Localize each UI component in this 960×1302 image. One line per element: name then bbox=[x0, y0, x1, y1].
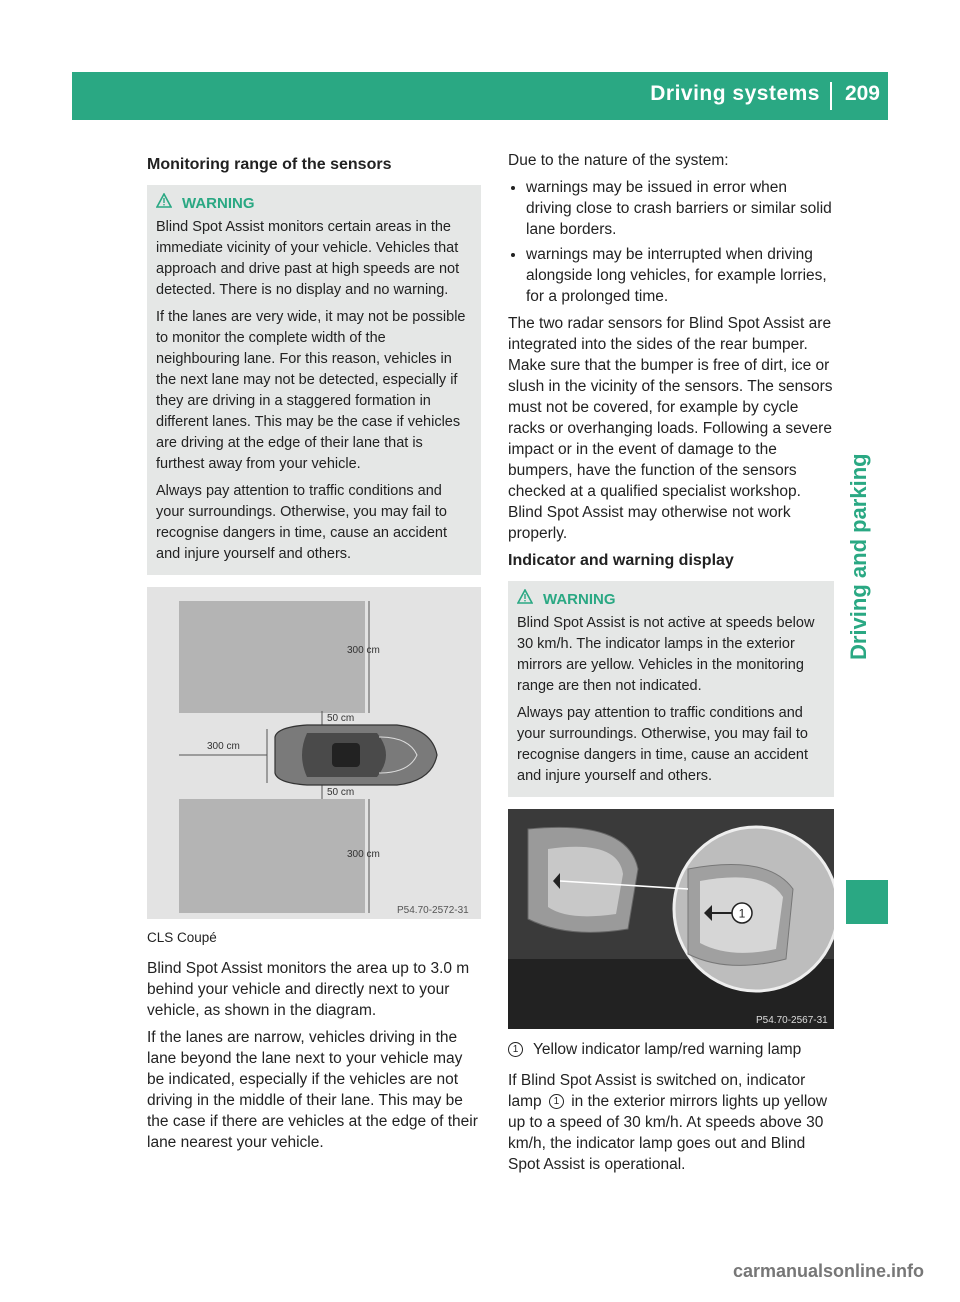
callout-number: 1 bbox=[738, 906, 746, 921]
figure-caption: CLS Coupé bbox=[147, 930, 217, 945]
warning-header bbox=[517, 589, 825, 610]
section-title: Driving systems bbox=[650, 82, 820, 105]
label-50-bottom: 50 cm bbox=[327, 787, 355, 798]
watermark: carmanualsonline.info bbox=[732, 1261, 924, 1281]
body-paragraph bbox=[508, 1070, 834, 1175]
body-paragraph: Due to the nature of the system: bbox=[508, 152, 729, 169]
chapter-tab-block bbox=[846, 880, 888, 924]
figure-reference: P54.70-2567-31 bbox=[756, 1015, 828, 1026]
paragraph-text: If Blind Spot Assist is switched on, indicator lamp bbox=[508, 1072, 806, 1110]
heading-indicator-display: Indicator and warning display bbox=[508, 552, 734, 569]
header-divider bbox=[830, 82, 832, 110]
warning-title: WARNING bbox=[182, 195, 255, 212]
label-300-bottom: 300 cm bbox=[347, 849, 380, 860]
warning-text: Always pay attention to traffic conditions and your surroundings. Otherwise, you may fail to recognise dangers in time, cause an accident and injure yourself and others. bbox=[156, 483, 447, 562]
page-number: 209 bbox=[844, 82, 880, 105]
body-paragraph: The two radar sensors for Blind Spot Assist are integrated into the sides of the rear bumper. Make sure that the bumper is free of dirt, ice or slush in the vicinity of the sensors. The sensors must not be covered, for example by cycle racks or overhanging loads. Following a severe impact or in the event of damage to the bumpers, have the function of the sensors checked at a qualified specialist workshop. Blind Spot Assist may otherwise not work properly. bbox=[508, 315, 833, 542]
figure-reference: P54.70-2572-31 bbox=[397, 905, 469, 916]
label-300-left: 300 cm bbox=[207, 741, 240, 752]
warning-text: Always pay attention to traffic conditions and your surroundings. Otherwise, you may fail to recognise dangers in time, cause an accident and injure yourself and others. bbox=[517, 705, 808, 784]
callout-number-icon: 1 bbox=[549, 1094, 564, 1109]
warning-title: WARNING bbox=[543, 591, 616, 608]
list-item: • warnings may be issued in error when driving close to crash barriers or similar solid lane borders. bbox=[526, 177, 834, 240]
range-zone-bottom bbox=[179, 799, 365, 913]
list-item: • warnings may be interrupted when driving alongside long vehicles, for example lorries, for a prolonged time. bbox=[526, 244, 834, 307]
body-paragraph: Blind Spot Assist monitors the area up to 3.0 m behind your vehicle and directly next to your vehicle, as shown in the diagram. bbox=[147, 960, 470, 1019]
paragraph-text: in the exterior mirrors lights up yellow up to a speed of 30 km/h. At speeds above 30 km/h, the indicator lamp goes out and Blind Spot Assist is operational. bbox=[508, 1093, 828, 1173]
bullet-list bbox=[508, 177, 834, 307]
heading-monitoring-range: Monitoring range of the sensors bbox=[147, 156, 392, 173]
warning-header bbox=[156, 193, 472, 214]
label-50-top: 50 cm bbox=[327, 713, 355, 724]
body-paragraph: If the lanes are narrow, vehicles driving in the lane beyond the lane next to your vehicle may be indicated, especially if the vehicles are not driving in the middle of their lane. This may be the case if there are vehicles at the edge of their lane nearest your vehicle. bbox=[147, 1029, 478, 1151]
car-top-view bbox=[275, 725, 437, 785]
range-zone-top bbox=[179, 601, 365, 713]
label-300-top: 300 cm bbox=[347, 645, 380, 656]
header-bar bbox=[72, 72, 888, 120]
legend-item bbox=[508, 1039, 834, 1060]
callout-number-icon: 1 bbox=[508, 1042, 523, 1057]
warning-box-sensors bbox=[147, 185, 481, 575]
warning-triangle-icon bbox=[517, 589, 543, 610]
right-column bbox=[508, 150, 834, 1181]
warning-triangle-icon bbox=[156, 193, 182, 214]
left-column bbox=[147, 150, 481, 1159]
chapter-tab-label: Driving and parking bbox=[846, 453, 871, 660]
sensor-range-diagram bbox=[147, 587, 481, 919]
warning-text: If the lanes are very wide, it may not be possible to monitor the complete width of the neighbouring lane. For this reason, vehicles in the next lane may not be detected, especially if they are driving in a staggered formation in different lanes. This may be the case if vehicles are driving at the edge of their lane that is furthest away from your vehicle. bbox=[156, 309, 466, 472]
legend-text: Yellow indicator lamp/red warning lamp bbox=[533, 1041, 802, 1058]
warning-text: Blind Spot Assist is not active at speeds below 30 km/h. The indicator lamps in the exterior mirrors are yellow. Vehicles in the monitoring range are then not indicated. bbox=[517, 615, 815, 694]
warning-text: Blind Spot Assist monitors certain areas in the immediate vicinity of your vehicle. Vehicles that approach and drive past at high speeds are not detected. There is no display and no warning. bbox=[156, 219, 460, 298]
warning-box-indicator bbox=[508, 581, 834, 797]
mirror-indicator-photo bbox=[508, 809, 834, 1029]
